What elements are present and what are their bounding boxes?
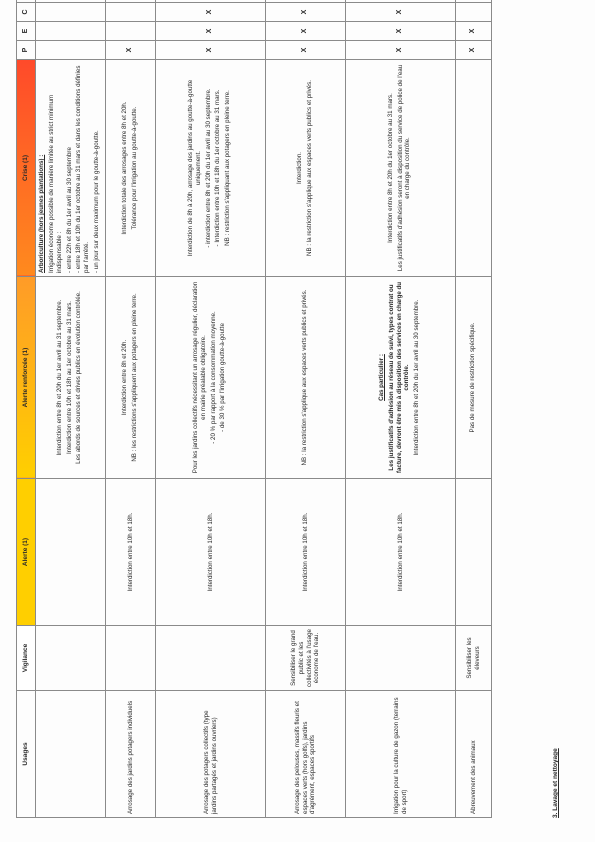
header-e: E xyxy=(17,22,36,41)
a-mark xyxy=(156,0,266,3)
vigilance-cell xyxy=(156,626,266,691)
alerte-cell: Interdiction entre 10h et 18h. xyxy=(106,479,156,626)
text-line: Les justificatifs d'adhésion au réseau de suivi, types contrat ou facture, devront être mis à disposition des services en charge du contrôle. xyxy=(387,281,411,474)
text-line: - entre 18h et 10h du 1er octobre au 31 mars et dans les conditions définies par l'arrêté. xyxy=(75,65,91,273)
header-alerte-renforcee: Alerte renforcée (1) xyxy=(17,277,36,479)
text-line: - 20 % par rapport à la consommation moyenne. xyxy=(209,311,217,444)
text-line: - Interdiction entre 10h et 18h du 1er octobre au 31 mars. xyxy=(214,89,222,247)
a-mark xyxy=(346,0,456,3)
restrictions-table xyxy=(16,0,492,818)
rotated-table-container xyxy=(16,9,576,818)
c-mark xyxy=(36,3,106,22)
alerte-cell xyxy=(36,479,106,626)
c-mark xyxy=(456,3,492,22)
vigilance-cell: Sensibiliser le grand public et les collectivités à l'usage économe de l'eau. xyxy=(266,626,346,691)
text-line: - de 30 % par l'irrigation goutte-à-goutte xyxy=(219,323,227,432)
e-mark: X xyxy=(266,22,346,41)
alerte-renforcee-cell xyxy=(106,277,156,479)
alerte-cell: Interdiction entre 10h et 18h. xyxy=(156,479,266,626)
alerte-renforcee-cell xyxy=(266,277,346,479)
text-line: Interdiction. xyxy=(295,152,303,184)
text-line: - un jour sur deux maximum pour le goutte-à-goutte. xyxy=(92,130,100,273)
crise-cell xyxy=(106,60,156,277)
vigilance-cell: Sensibiliser les éleveurs xyxy=(456,626,492,691)
table-row xyxy=(36,0,106,818)
text-line: Cas particulier : xyxy=(378,354,386,401)
text-line: Interdiction totale des arrosages entre 8h et 20h. xyxy=(120,101,128,235)
table-row xyxy=(346,0,456,818)
c-mark: X xyxy=(156,3,266,22)
text-line: Interdiction entre 10h et 18h au 1er octobre au 31 mars. xyxy=(65,300,73,455)
p-mark xyxy=(36,41,106,60)
crise-cell xyxy=(156,60,266,277)
alerte-renforcee-cell xyxy=(156,277,266,479)
text-line: Les justificatifs d'adhésion seront à disposition du service de police de l'eau en charge du contrôle. xyxy=(396,64,412,272)
text-line: Pas de mesure de restriction spécifique. xyxy=(468,322,476,433)
table-row xyxy=(266,0,346,818)
header-row xyxy=(17,0,36,818)
text-line: Interdiction entre 8h et 20h du 1er avril au 31 septembre. xyxy=(55,299,63,456)
text-line: Arboriculture (hors jeunes plantations) : xyxy=(38,154,46,273)
alerte-renforcee-cell xyxy=(346,277,456,479)
text-line: - entre 22h et 8h du 1er avril au 30 septembre xyxy=(65,147,73,273)
crise-cell xyxy=(456,60,492,277)
header-vigilance: Vigilance xyxy=(17,626,36,691)
usage-cell xyxy=(36,691,106,818)
e-mark xyxy=(36,22,106,41)
a-mark xyxy=(106,0,156,3)
crise-cell xyxy=(266,60,346,277)
vigilance-cell xyxy=(36,626,106,691)
alerte-cell: Interdiction entre 10h et 18h. xyxy=(346,479,456,626)
c-mark: X xyxy=(266,3,346,22)
p-mark: X xyxy=(346,41,456,60)
section-heading: 3. Lavage et nettoyage xyxy=(552,748,559,818)
usage-cell: Arrosage des pelouses, massifs fleuris et espaces verts (hors golfs), jardins d'agrément, espaces sportifs xyxy=(266,691,346,818)
usage-cell: Arrosage des potagers collectifs (type jardins partagés et jardins ouvriers) xyxy=(156,691,266,818)
header-c: C xyxy=(17,3,36,22)
c-mark xyxy=(106,3,156,22)
text-line: Tolérance pour l'irrigation au goutte-à-goutte. xyxy=(130,106,138,230)
vigilance-cell xyxy=(106,626,156,691)
text-line: Interdiction entre 8h et 20h. xyxy=(120,339,128,416)
table-row xyxy=(156,0,266,818)
e-mark: X xyxy=(346,22,456,41)
e-mark: X xyxy=(456,22,492,41)
usage-cell: Abreuvement des animaux xyxy=(456,691,492,818)
text-line: Interdiction entre 8h et 20h du 1er octobre au 31 mars. xyxy=(386,93,394,243)
header-a xyxy=(17,0,36,3)
text-line: Les abords de sources et drives publics en évolution contrôlée. xyxy=(75,291,83,464)
alerte-renforcee-cell xyxy=(36,277,106,479)
text-line: Interdiction de 8h à 20h, arrosage des jardins au goutte-à-goutte uniquement. xyxy=(187,79,202,257)
header-p: P xyxy=(17,41,36,60)
a-mark xyxy=(36,0,106,3)
a-mark xyxy=(266,0,346,3)
alerte-renforcee-cell xyxy=(456,277,492,479)
header-usages: Usages xyxy=(17,691,36,818)
header-alerte: Alerte (1) xyxy=(17,479,36,626)
crise-cell xyxy=(346,60,456,277)
a-mark xyxy=(456,0,492,3)
alerte-cell xyxy=(456,479,492,626)
text-line: NB : la restriction s'applique aux espaces verts publics et privés. xyxy=(300,289,308,466)
p-mark: X xyxy=(156,41,266,60)
vigilance-cell xyxy=(346,626,456,691)
p-mark: X xyxy=(106,41,156,60)
text-line: NB : les restrictions s'appliquent aux potagers en pleine terre. xyxy=(130,293,138,462)
e-mark xyxy=(106,22,156,41)
e-mark: X xyxy=(156,22,266,41)
text-line: Irrigation économe possible de manière limitée au strict minimum indispensable : xyxy=(48,94,63,273)
text-line: Interdiction entre 8h et 20h du 1er avril au 30 septembre. xyxy=(413,299,421,456)
usage-cell: Irrigation pour la culture de gazon (terrains de sport) xyxy=(346,691,456,818)
text-line: Pour les jardins collectifs nécessitant un arrosage régulier, déclaration en mairie préalable obligatoire. xyxy=(192,281,207,474)
header-crise: Crise (1) xyxy=(17,60,36,277)
text-line: - interdiction entre 8h et 20h du 1er avril au 30 septembre. xyxy=(204,88,212,248)
c-mark: X xyxy=(346,3,456,22)
p-mark: X xyxy=(266,41,346,60)
usage-cell: Arrosage des jardins potagers individuels xyxy=(106,691,156,818)
alerte-cell: Interdiction entre 10h et 18h. xyxy=(266,479,346,626)
text-line: NB : restriction s'appliquant aux potagers en pleine terre. xyxy=(224,90,232,246)
text-line: NB : la restriction s'applique aux espaces verts publics et privés. xyxy=(305,80,313,256)
p-mark: X xyxy=(456,41,492,60)
table-row xyxy=(456,0,492,818)
crise-cell xyxy=(36,60,106,277)
table-row xyxy=(106,0,156,818)
